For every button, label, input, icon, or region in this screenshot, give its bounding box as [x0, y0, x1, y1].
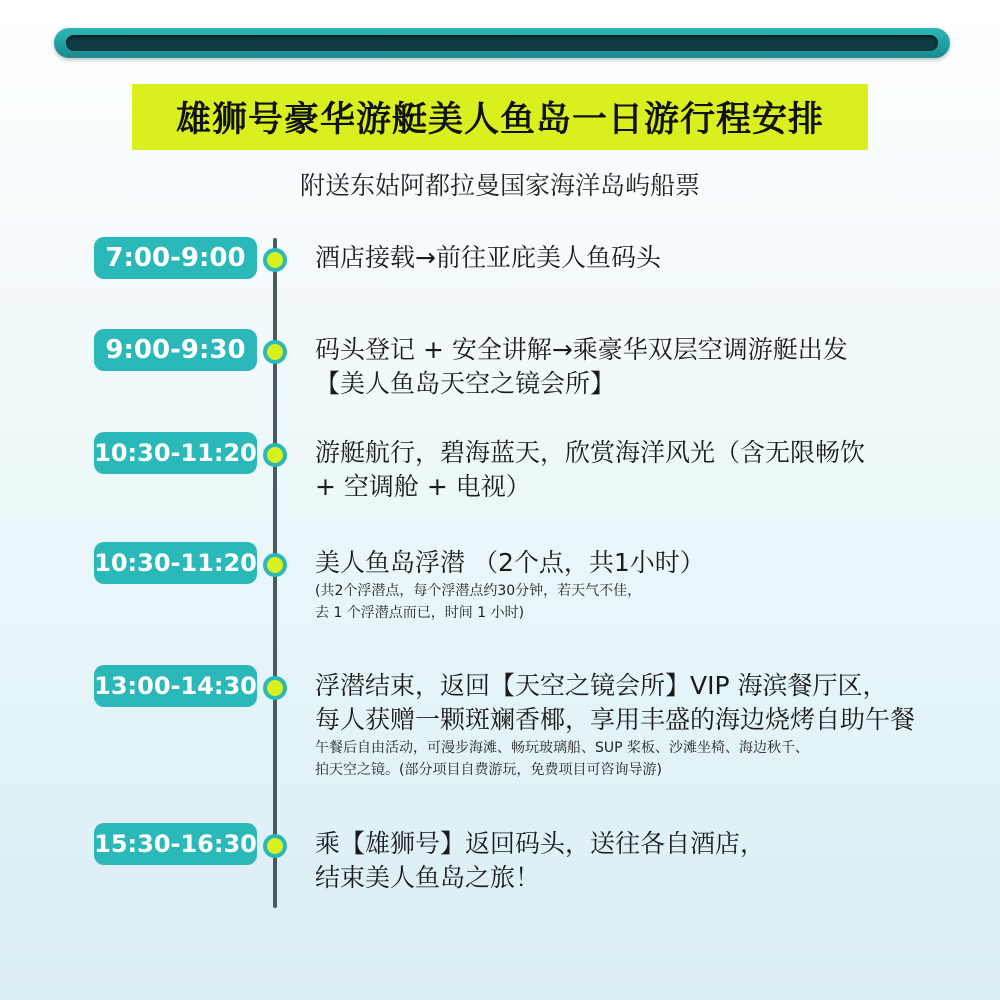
- schedule-text: 每人获赠一颗斑斓香椰，享用丰盛的海边烧烤自助午餐: [315, 705, 916, 734]
- time-pill: 13:00-14:30: [94, 665, 257, 707]
- schedule-item: [315, 546, 985, 624]
- schedule-text: 美人鱼岛浮潜 （2个点，共1小时）: [315, 548, 705, 577]
- schedule-item: [315, 333, 985, 401]
- schedule-note: 拍天空之镜。(部分项目自费游玩，免费项目可咨询导游): [315, 762, 662, 778]
- schedule-item: [315, 827, 985, 895]
- title-banner: [132, 84, 868, 150]
- page-subtitle: 附送东姑阿都拉曼国家海洋岛屿船票: [299, 171, 700, 200]
- schedule-text: 浮潜结束，返回【天空之镜会所】VIP 海滨餐厅区，: [315, 671, 888, 700]
- schedule-text: 乘【雄狮号】返回码头，送往各自酒店，: [315, 829, 766, 858]
- schedule-text: + 空调舱 + 电视）: [315, 472, 531, 501]
- time-pill: 10:30-11:20: [94, 542, 257, 584]
- time-pill: 7:00-9:00: [94, 237, 257, 279]
- schedule-note: 午餐后自由活动，可漫步海滩、畅玩玻璃船、SUP 桨板、沙滩坐椅、海边秋千、: [315, 740, 810, 756]
- time-pill: 10:30-11:20: [94, 432, 257, 474]
- schedule-text: 酒店接载→前往亚庇美人鱼码头: [315, 243, 661, 272]
- schedule-text: 码头登记 + 安全讲解→乘豪华双层空调游艇出发: [315, 335, 848, 364]
- timeline-dot: [263, 340, 287, 364]
- timeline-dot: [263, 443, 287, 467]
- schedule-item: [315, 241, 985, 275]
- schedule-note: (共2个浮潜点，每个浮潜点约30分钟，若天气不佳，: [315, 583, 642, 599]
- schedule-text: 游艇航行，碧海蓝天，欣赏海洋风光（含无限畅饮: [315, 438, 866, 467]
- page-title: 雄狮号豪华游艇美人鱼岛一日游行程安排: [175, 100, 824, 140]
- schedule-note: 去 1 个浮潜点而已，时间 1 小时): [315, 605, 525, 621]
- schedule-text: 结束美人鱼岛之旅！: [315, 863, 541, 892]
- timeline-dot: [263, 553, 287, 577]
- schedule-item: [315, 436, 985, 504]
- schedule-text: 【美人鱼岛天空之镜会所】: [315, 369, 616, 398]
- timeline-dot: [263, 676, 287, 700]
- top-decorative-bar-inner: [66, 35, 938, 51]
- timeline-dot: [263, 248, 287, 272]
- schedule-item: [315, 669, 985, 781]
- time-pill: 9:00-9:30: [94, 329, 257, 371]
- timeline-dot: [263, 834, 287, 858]
- time-pill: 15:30-16:30: [94, 823, 257, 865]
